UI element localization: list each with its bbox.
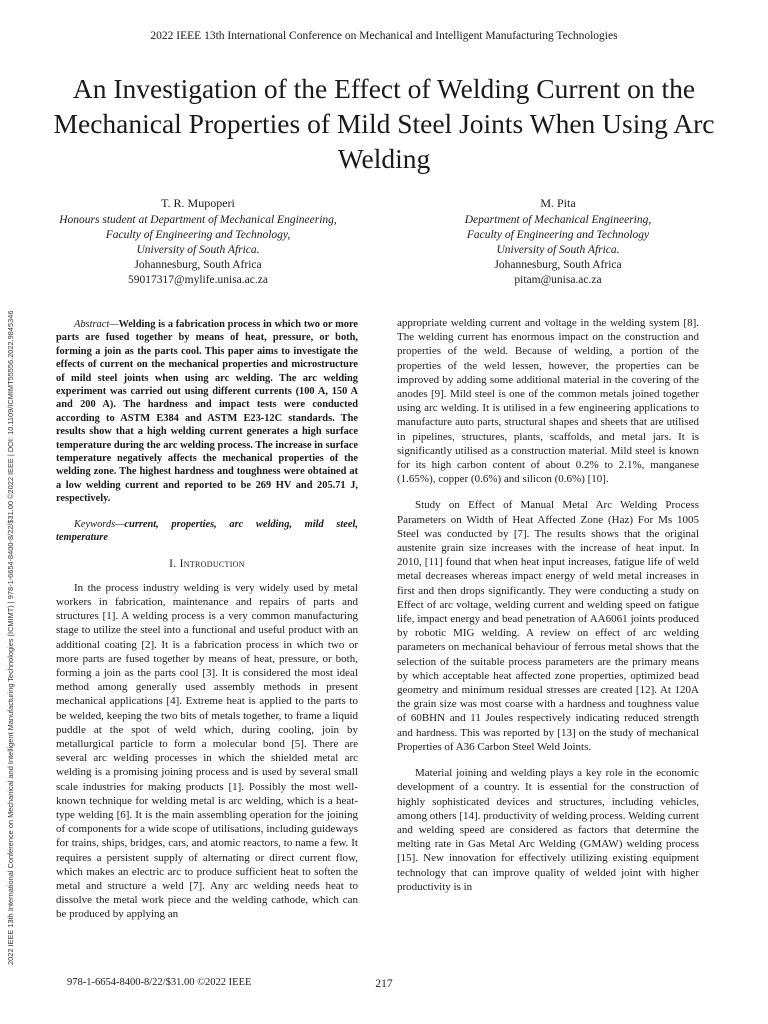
abstract-label: Abstract— — [74, 319, 119, 330]
author-location: Johannesburg, South Africa — [134, 259, 262, 271]
keywords-label: Keywords— — [74, 518, 125, 530]
author-email: pitam@unisa.ac.za — [514, 274, 602, 286]
author-email: 59017317@mylife.unisa.ac.za — [128, 274, 268, 286]
body-paragraph: Study on Effect of Manual Metal Arc Welding Process Parameters on Width of Heat Affected Zone (Haz) For Ms 1005 Steel was conducted by [7]. The results shows that the original austenite grain size increases with the increase of heat input. In 2010, [11] found that when heat input increases, fatigue life of weld metal decreases whereas impact energy of weld metal increases in first and then drops significantly. They were conducting a study on Effect of arc voltage, welding current and welding speed on fatigue life, impact energy and bead penetration of AA6061 joints produced by robotic MIG welding. A review on effect of arc welding parameters on mechanical behaviour of ferrous metal shows that the selection of the suitable process parameters are the primary means by which acceptable heat affected zone properties, optimized bead geometry and minimum residual stresses are created [12]. At 120A the grain size was most coarse with a hardness and toughness value of 60BHN and 11 Joules respectively indicating reduced strength and hardness. This was reported by [13] on the study of mechanical Properties of A36 Carbon Steel Weld Joints. — [397, 499, 699, 753]
author-block-1 — [33, 196, 363, 288]
author-affiliation: Faculty of Engineering and Technology — [466, 229, 650, 241]
copyright-footer: 978-1-6654-8400-8/22/$31.00 ©2022 IEEE — [67, 977, 252, 988]
body-paragraph: Material joining and welding plays a key role in the economic development of a country. It is essential for the construction of highly sophisticated devices and structures, including vehicles, among others [14]. productivity of welding process. Welding current and welding speed are considered as factors that determine the melting rate in Gas Metal Arc Welding (GMAW) welding process [15]. New innovation for effectively utilizing existing equipment technology that can improve quality of welded joint with higher productivity is in — [397, 767, 699, 893]
page-number: 217 — [375, 978, 393, 990]
side-citation-text: 2022 IEEE 13th International Conference on Mechanical and Intelligent Manufacturing Technologies (ICMIMT) | 978-1-6654-8400-8/22/$31.00 ©2022 IEEE | DOI: 10.1109/ICMIMT55556.2022.9845346 — [6, 310, 15, 965]
right-column — [397, 316, 699, 906]
author-block-2 — [393, 196, 723, 288]
left-column — [56, 318, 358, 934]
author-name: M. Pita — [540, 196, 576, 210]
conference-header: 2022 IEEE 13th International Conference on Mechanical and Intelligent Manufacturing Technologies — [150, 30, 618, 42]
author-affiliation: Department of Mechanical Engineering, — [464, 214, 652, 226]
body-paragraph: appropriate welding current and voltage in the welding system [8]. The welding current has enormous impact on the construction and properties of the weld. Because of welding, a portion of the properties of the weld lessen, however, the properties can be improved by adding some additional material in the covering of the anodes [9]. Mild steel is one of the common metals joined together using arc welding. It is utilised in a few engineering applications to manufacture auto parts, structural shapes and sheets that are utilised in pipelines, structures, plants, scaffolds, and metal jars. It is significantly utilised as a construction material. Mild steel is known for its high carbon content of about 0.2% to 2.1%, manganese (1.65%), copper (0.6%) and silicon (0.6%) [10]. — [397, 317, 699, 486]
author-affiliation: University of South Africa. — [496, 244, 620, 256]
author-affiliation: University of South Africa. — [136, 244, 260, 256]
keywords-text: current, properties, arc welding, mild steel, temperature — [56, 518, 358, 544]
author-affiliation: Honours student at Department of Mechanical Engineering, — [59, 214, 337, 226]
intro-paragraph: In the process industry welding is very widely used by metal workers in fabrication, maintenance and repairs of parts and structures [1]. A welding process is a very common manufacturing stage to utilize the steel into a functional and useful product with an additional coating [2]. It is a fabrication process in which two or more parts are fused together by means of heat, pressure, or both, forming a join as the parts cool [3]. It is considered the most ideal method among generally used assembly methods in present mechanical applications [4]. Extreme heat is applied to the parts to be welded, keeping the two bits of metals together, to frame a liquid puddle at the spot of weld which, during cooling, join by metallurgical particle to form a molecular bond [5]. There are several arc welding processes in which the shielded metal arc welding is a promising joining process and is used by several small scale industries for making products [1]. Possibly the most well-known technique for welding metal is arc welding, which is a heat-type welding [6]. It is the main assembling operation for the joining of components for a wide scope of utilisations, including guideways for trains, ships, bridges, cars, and atomic reactors, to name a few. It requires a persistent supply of alternating or direct current flow, which makes an electric arc to produce sufficient heat to soften the metal and structure a weld [7]. Any arc welding needs heat to dissolve the metal work piece and the welding cathode, which can be produced by applying an — [56, 581, 358, 921]
author-affiliation: Faculty of Engineering and Technology, — [105, 229, 291, 241]
author-location: Johannesburg, South Africa — [494, 259, 622, 271]
section-heading: I. Introduction — [169, 557, 245, 570]
author-name: T. R. Mupoperi — [161, 196, 235, 210]
abstract-text: Welding is a fabrication process in which two or more parts are fused together by means of heat, pressure, or both, forming a join as the parts cool. This paper aims to investigate the effects of current on the mechanical properties and microstructure of mild steel joints when using arc welding. The arc welding experiment was carried out using different currents (100 A, 150 A and 200 A). The hardness and impact tests were conducted according to ASTM E384 and ASTM E23-12C standards. The results show that a high welding current generates a high surface temperature during the arc welding process. The increase in surface temperature negatively affects the mechanical properties of the welding zone. The highest hardness and toughness were obtained at a low welding current and reported to be 269 HV and 205.71 J, respectively. — [56, 319, 358, 505]
keywords — [56, 518, 358, 545]
abstract — [56, 318, 358, 506]
paper-title: An Investigation of the Effect of Welding Current on the Mechanical Properties of Mild Steel Joints When Using Arc Welding — [53, 73, 715, 174]
